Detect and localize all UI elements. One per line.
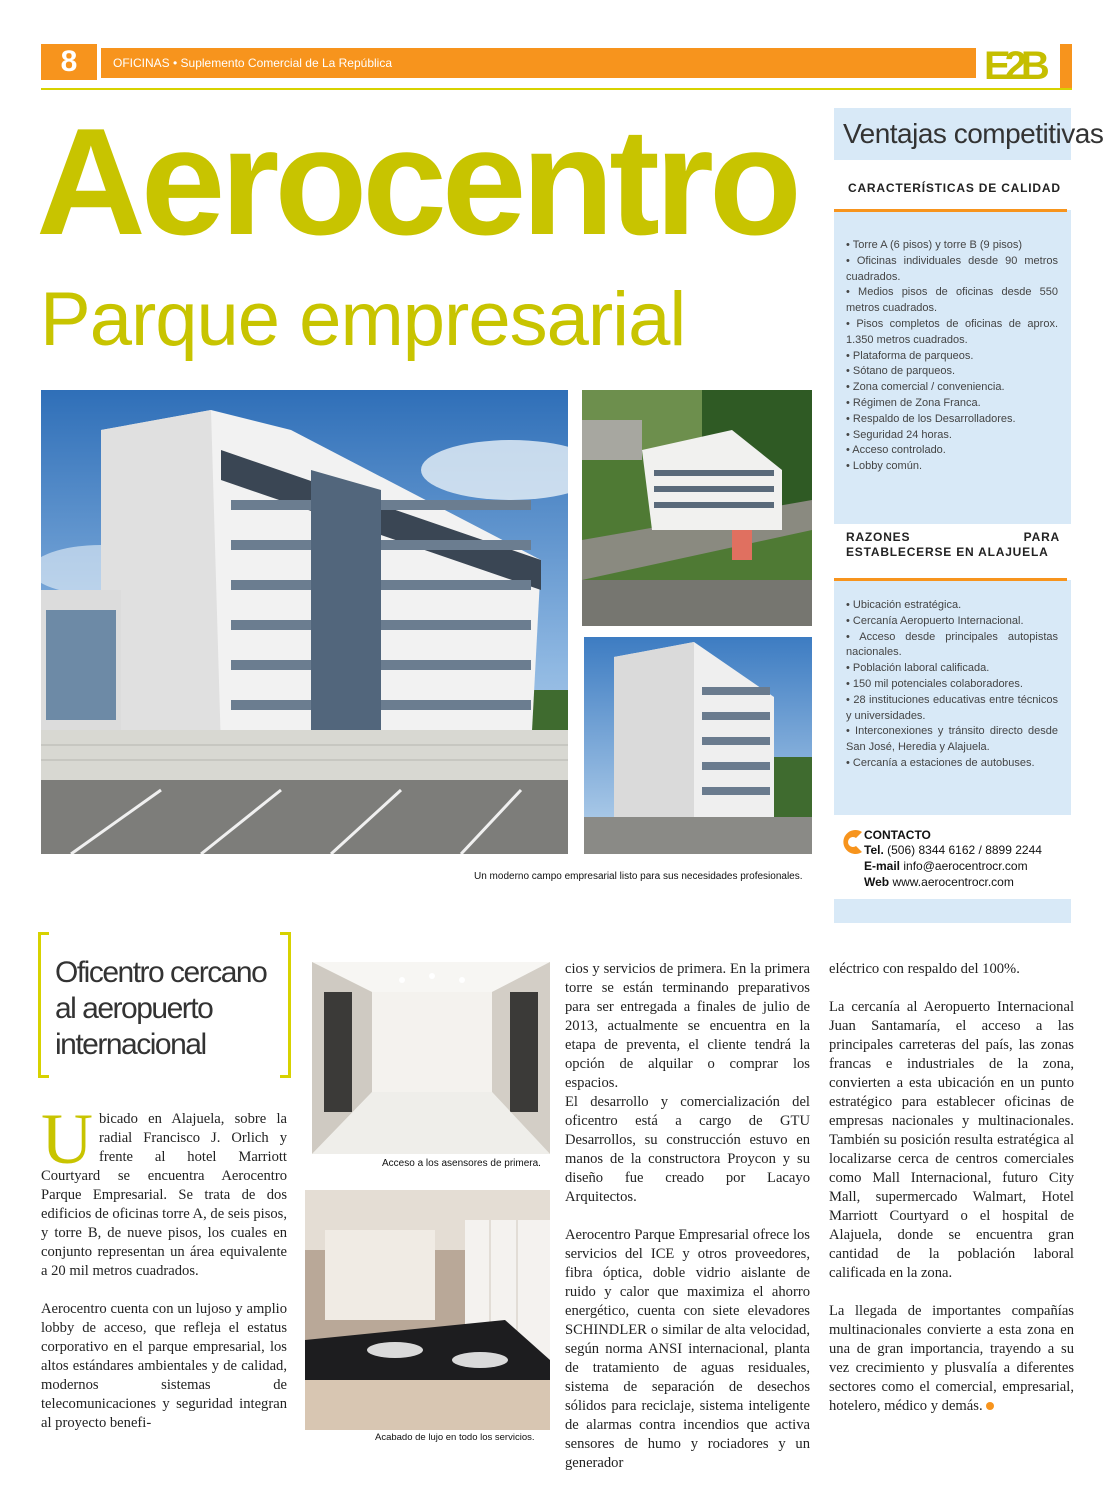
paragraph: La cercanía al Aeropuerto Internacional Juan Santamaría, el acceso a las principales carreteras del país, las zonas francas e industriales de la zona, convierten a esta ubicación en un punto estratégico para establecer oficinas de empresas nacionales y multinacionales. También su posición resulta estratégica al localizarse cerca de centros comerciales como Mall Internacional, futuro City Mall, supermercado Walmart, Hotel Marriott Courtyard o el hospital de Alajuela, donde se encuentra gran cantidad de la población laboral calificada en la zona. xyxy=(829,999,1074,1281)
contact-phone xyxy=(864,843,1042,859)
reasons-item: • Cercanía a estaciones de autobuses. xyxy=(846,756,1035,769)
logo-accent-bar xyxy=(1060,44,1072,88)
quality-item: • Respaldo de los Desarrolladores. xyxy=(846,412,1016,425)
sidebar-panel xyxy=(834,108,1104,923)
paragraph: El desarrollo y comercialización del oficentro está a cargo de GTU Desarrollos, su construcción estuvo en manos de la constructora Proycon y su diseño fue creado por Lacayo Arquitectos. xyxy=(565,1094,810,1205)
bathroom-caption: Acabado de lujo en todo los servicios. xyxy=(375,1432,535,1443)
contact-icon xyxy=(842,828,864,856)
quality-item: • Torre A (6 pisos) y torre B (9 pisos) xyxy=(846,239,1023,251)
web-label: Web xyxy=(864,875,890,889)
email-value[interactable]: info@aerocentrocr.com xyxy=(903,859,1028,873)
publication-logo: E2B xyxy=(984,44,1044,88)
paragraph: La llegada de importantes compañías multinacionales convierte a esta zona en una de gran importancia, trayendo a su vez crecimiento y plusvalía a diferentes sectores como el comercial, empresarial, hotelero, médico y demás. xyxy=(829,1303,1074,1414)
quality-item: • Seguridad 24 horas. xyxy=(846,428,952,441)
reasons-heading-rule xyxy=(834,578,1067,581)
reasons-item: • Acceso desde principales autopistas nacionales. xyxy=(846,630,1058,659)
contact-heading: CONTACTO xyxy=(864,828,931,842)
tower-photo xyxy=(584,637,812,854)
email-label: E-mail xyxy=(864,859,901,873)
paragraph: bicado en Alajuela, sobre la radial Francisco J. Orlich y frente al hotel Marriott Courtyard se encuentra Aerocentro Parque Empresarial. Se trata de dos edificios de oficinas torre A, de seis pisos, y torre B, de nueve pisos, los cuales en conjunto representan un área equivalente a 20 mil metros cuadrados. xyxy=(41,1111,288,1279)
quality-list xyxy=(846,238,1058,475)
elevator-caption: Acceso a los asensores de primera. xyxy=(382,1158,541,1169)
reasons-item: • Cercanía Aeropuerto Internacional. xyxy=(846,614,1024,627)
reasons-item: • Población laboral calificada. xyxy=(846,662,990,675)
elevator-lobby-photo xyxy=(312,962,550,1154)
article-column-1 xyxy=(41,1099,288,1452)
section-label: OFICINAS • Suplemento Comercial de La República xyxy=(101,48,976,78)
main-building-photo xyxy=(41,390,568,854)
phone-value: (506) 8344 6162 / 8899 2244 xyxy=(887,843,1042,857)
reasons-item: • Interconexiones y tránsito directo desde San José, Heredia y Alajuela. xyxy=(846,725,1058,754)
reasons-list xyxy=(846,598,1058,772)
quality-item: • Lobby común. xyxy=(846,460,923,473)
bathroom-photo xyxy=(305,1190,550,1430)
quality-item: • Régimen de Zona Franca. xyxy=(846,396,981,409)
quality-item: • Zona comercial / conveniencia. xyxy=(846,381,1005,394)
reasons-heading: RAZONES PARA ESTABLECERSE EN ALAJUELA xyxy=(846,530,1060,559)
page-title: Aerocentro xyxy=(36,97,797,267)
phone-label: Tel. xyxy=(864,843,884,857)
quality-item: • Medios pisos de oficinas desde 550 metros cuadrados. xyxy=(846,286,1058,315)
sidebar-title: Ventajas competitivas xyxy=(843,118,1104,149)
quality-item: • Plataforma de parqueos. xyxy=(846,349,974,362)
quality-item: • Pisos completos de oficinas de aprox. 1.350 metros cuadrados. xyxy=(846,317,1058,346)
quality-heading: CARACTERÍSTICAS DE CALIDAD xyxy=(848,181,1061,195)
header-rule xyxy=(41,88,1072,90)
drop-cap: U xyxy=(41,1099,93,1179)
page-number: 8 xyxy=(41,44,97,80)
page-subtitle: Parque empresarial xyxy=(40,277,686,362)
quality-item: • Oficinas individuales desde 90 metros cuadrados. xyxy=(846,254,1058,283)
aerial-photo xyxy=(582,390,812,626)
paragraph: Aerocentro Parque Empresarial ofrece los servicios del ICE y otros proveedores, fibra óptica, doble vidrio aislante de ruido y calor que maximiza el ahorro energético, cuenta con siete elevadores SCHINDLER o similar de alta velocidad, según norma ANSI internacional, planta de tratamiento de aguas residuales, sistema de separación de desechos sólidos para reciclaje, sistema inteligente de alarmas contra incendios que activa sensores de humo y rociadores y un generador xyxy=(565,1227,810,1471)
main-photo-caption: Un moderno campo empresarial listo para sus necesidades profesionales. xyxy=(474,871,803,882)
end-mark-icon xyxy=(986,1402,994,1410)
contact-web xyxy=(864,875,1014,891)
paragraph: eléctrico con respaldo del 100%. xyxy=(829,961,1020,977)
reasons-item: • Ubicación estratégica. xyxy=(846,599,962,611)
quality-heading-rule xyxy=(834,209,1067,212)
quality-item: • Acceso controlado. xyxy=(846,444,946,457)
web-value[interactable]: www.aerocentrocr.com xyxy=(892,875,1014,889)
bracket-left xyxy=(38,932,49,1078)
quality-item: • Sótano de parqueos. xyxy=(846,365,956,378)
article-subtitle: Oficentro cercano al aeropuerto internacional xyxy=(55,956,267,1061)
paragraph: cios y servicios de primera. En la primera torre se están terminando preparativos para ser entregada a finales de julio de 2013, actualmente se encuentra en la etapa de preventa, el cliente tendrá la opción de alquilar o comprar los espacios. xyxy=(565,961,810,1091)
reasons-item: • 150 mil potenciales colaboradores. xyxy=(846,677,1023,690)
article-column-4 xyxy=(829,960,1074,1416)
paragraph: Aerocentro cuenta con un lujoso y amplio lobby de acceso, que refleja el estatus corporativo en el parque empresarial, los altos estándares ambientales y de calidad, modernos sistemas de telecomunicaciones y seguridad integran al proyecto benefi- xyxy=(41,1301,287,1431)
reasons-item: • 28 instituciones educativas entre técnicos y universidades. xyxy=(846,693,1058,722)
contact-email xyxy=(864,859,1028,875)
article-column-3 xyxy=(565,960,810,1492)
